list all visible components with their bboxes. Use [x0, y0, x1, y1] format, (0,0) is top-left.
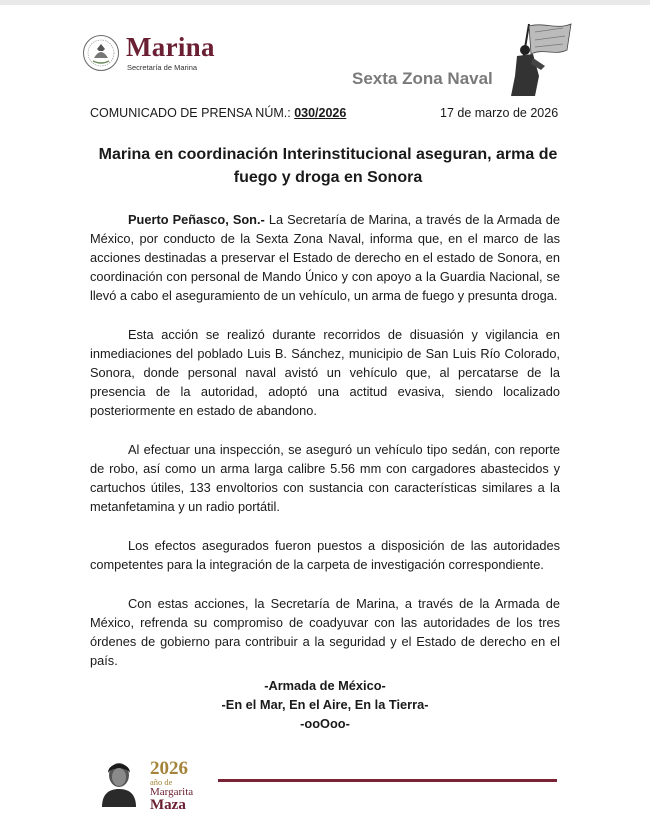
emblem-name-2: Maza [150, 797, 186, 813]
closing-motto [90, 676, 560, 733]
closing-line-1: -Armada de México- [264, 678, 386, 693]
paragraph-2: Esta acción se realizó durante recorridos de disuasión y vigilancia en inmediaciones del poblado Luis B. Sánchez, municipio de San Luis Río Colorado, Sonora, donde personal naval avistó un vehículo que, al percatarse de la presencia de la autoridad, adoptó una actitud evasiva, siendo localizado posteriormente en estado de abandono. [90, 327, 560, 418]
zone-title: Sexta Zona Naval [352, 69, 493, 88]
flag-bearer-illustration-icon [505, 20, 575, 98]
paragraph-1 [90, 210, 560, 305]
dateline: Puerto Peñasco, Son.- [128, 212, 265, 227]
brand-name: Marina [126, 32, 215, 62]
paragraph-4: Los efectos asegurados fueron puestos a disposición de las autoridades competentes para la integración de la carpeta de investigación correspondiente. [90, 538, 560, 572]
emblem-year: 2026 [150, 758, 188, 779]
paragraph-5: Con estas acciones, la Secretaría de Marina, a través de la Armada de México, refrenda su compromiso de coadyuvar con las autoridades de los tres órdenes de gobierno para contribuir a la seguridad y el Estado de derecho en el país. [90, 596, 560, 668]
emblem-name-1: Margarita [150, 786, 194, 798]
paragraph-3: Al efectuar una inspección, se aseguró un vehículo tipo sedán, con reporte de robo, así como un arma larga calibre 5.56 mm con cargadores abastecidos y cartuchos útiles, 133 envoltorios con sustancia con características similares a la metanfetamina y un radio portátil. [90, 442, 560, 514]
release-number-line [90, 106, 346, 120]
brand-subtitle: Secretaría de Marina [127, 63, 198, 72]
press-release-body [90, 210, 560, 690]
release-date: 17 de marzo de 2026 [440, 106, 559, 120]
year-emblem [150, 759, 220, 813]
marina-logo [82, 34, 232, 76]
release-label: COMUNICADO DE PRENSA NÚM.: [90, 106, 291, 120]
emblem-year-sub: año de [150, 777, 173, 787]
closing-line-2: -En el Mar, En el Aire, En la Tierra- [221, 697, 429, 712]
national-seal-icon [82, 34, 120, 72]
press-release-title: Marina en coordinación Interinstitucional aseguran, arma de fuego y droga en Sonora [98, 146, 558, 186]
paragraph-1-text: La Secretaría de Marina, a través de la Armada de México, por conducto de la Sexta Zona Naval, informa que, en el marco de las acciones destinadas a preservar el Estado de derecho en el estado de Sonora, en coordinación con personal de Mando Único y con apoyo a la Guardia Nacional, se llevó a cabo el aseguramiento de un vehículo, un arma de fuego y presunta droga. [90, 212, 560, 303]
margarita-maza-portrait-icon [92, 757, 146, 807]
closing-line-3: -ooOoo- [300, 716, 350, 731]
top-band [0, 0, 650, 5]
release-number: 030/2026 [294, 106, 347, 120]
footer-rule [218, 779, 557, 782]
